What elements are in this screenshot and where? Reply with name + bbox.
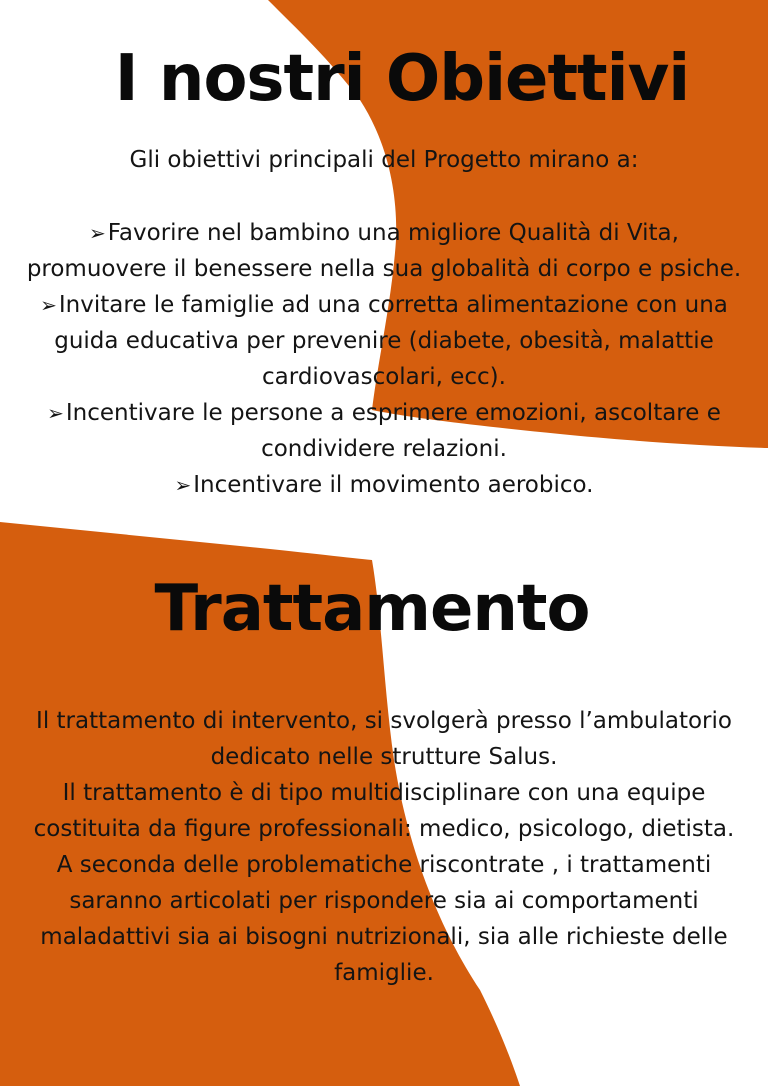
treatment-body (16, 703, 752, 991)
list-item (20, 395, 748, 467)
objective-text: Incentivare il movimento aerobico. (193, 472, 594, 498)
list-item (20, 467, 748, 503)
arrowhead-icon: ➢ (89, 221, 106, 245)
objectives-title: I nostri Obiettivi (114, 42, 690, 116)
objectives-list (20, 215, 748, 503)
objective-text: Invitare le famiglie ad una corretta alimentazione con una guida educativa per prevenire (diabete, obesità, malattie cardiovascolari, ecc). (54, 292, 728, 390)
objectives-intro: Gli obiettivi principali del Progetto mirano a: (129, 147, 639, 173)
treatment-paragraph: A seconda delle problematiche riscontrate , i trattamenti saranno articolati per rispondere sia ai comportamenti maladattivi sia ai bisogni nutrizionali, sia alle richieste delle famiglie. (40, 852, 728, 986)
treatment-paragraph: Il trattamento è di tipo multidisciplinare con una equipe costituita da figure professionali: medico, psicologo, dietista. (33, 780, 735, 842)
list-item (20, 215, 748, 287)
objective-text: Favorire nel bambino una migliore Qualità di Vita, promuovere il benessere nella sua globalità di corpo e psiche. (26, 220, 742, 282)
treatment-paragraph: Il trattamento di intervento, si svolgerà presso l’ambulatorio dedicato nelle strutture Salus. (36, 708, 732, 770)
arrowhead-icon: ➢ (47, 401, 64, 425)
treatment-title: Trattamento (154, 572, 590, 646)
list-item (20, 287, 748, 395)
arrowhead-icon: ➢ (40, 293, 57, 317)
objective-text: Incentivare le persone a esprimere emozioni, ascoltare e condividere relazioni. (65, 400, 721, 462)
arrowhead-icon: ➢ (174, 473, 192, 497)
